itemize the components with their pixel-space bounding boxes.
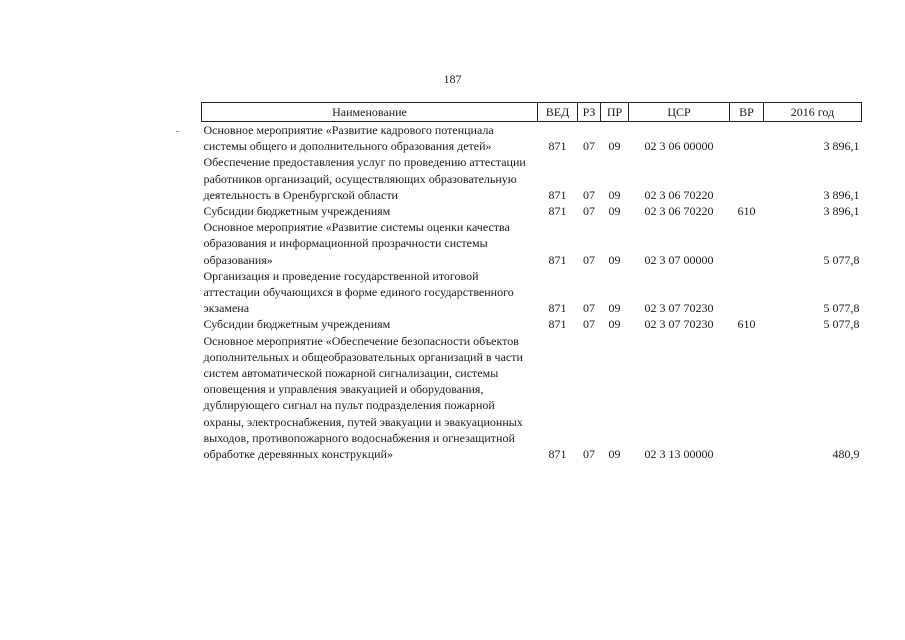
row-csr: 02 3 13 00000 (644, 447, 714, 462)
row-name: Субсидии бюджетным учреждениям (203, 317, 391, 332)
table-row (202, 154, 862, 203)
table-row (202, 203, 862, 219)
row-name: Основное мероприятие «Развитие кадрового потенциала системы общего и дополнительного образования детей» (203, 123, 494, 154)
row-vr (730, 122, 764, 155)
row-vr (730, 333, 764, 463)
row-ved: 871 (548, 204, 567, 219)
row-csr: 02 3 06 00000 (644, 139, 714, 154)
row-pr: 09 (608, 187, 621, 202)
row-ved: 871 (548, 301, 567, 316)
row-amount: 480,9 (832, 447, 860, 462)
row-rz: 07 (583, 204, 595, 219)
row-ved: 871 (548, 139, 567, 154)
table-row (202, 122, 862, 155)
row-ved: 871 (548, 317, 567, 332)
row-rz: 07 (583, 317, 595, 332)
row-rz: 07 (583, 187, 595, 202)
row-vr (730, 219, 764, 268)
row-vr: 610 (737, 204, 756, 219)
table-row (202, 316, 862, 332)
row-name: Обеспечение предоставления услуг по проведению аттестации работников организаций, осуществляющих образовательную деятельность в Оренбургской области (203, 155, 526, 202)
row-csr: 02 3 06 70220 (644, 187, 714, 202)
table-row (202, 219, 862, 268)
row-rz: 07 (583, 301, 595, 316)
page-number: 187 (443, 72, 462, 86)
header-rz: РЗ (578, 103, 601, 122)
row-csr: 02 3 07 00000 (644, 252, 714, 267)
margin-mark (176, 131, 179, 132)
row-amount: 3 896,1 (823, 204, 860, 219)
row-pr: 09 (608, 252, 621, 267)
row-amount: 5 077,8 (823, 317, 860, 332)
row-amount: 5 077,8 (823, 301, 860, 316)
row-amount: 3 896,1 (823, 187, 860, 202)
row-pr: 09 (608, 447, 621, 462)
header-year: 2016 год (764, 103, 862, 122)
row-vr (730, 154, 764, 203)
row-pr: 09 (608, 204, 621, 219)
row-csr: 02 3 06 70220 (644, 204, 714, 219)
header-ved: ВЕД (538, 103, 578, 122)
table-row (202, 333, 862, 463)
row-ved: 871 (548, 187, 567, 202)
header-vr: ВР (730, 103, 764, 122)
header-name: Наименование (202, 103, 538, 122)
row-rz: 07 (583, 447, 595, 462)
row-ved: 871 (548, 447, 567, 462)
row-name: Субсидии бюджетным учреждениям (203, 204, 391, 219)
row-vr (730, 268, 764, 317)
table-header-row (202, 103, 862, 122)
row-pr: 09 (608, 317, 621, 332)
row-csr: 02 3 07 70230 (644, 317, 714, 332)
row-amount: 3 896,1 (823, 139, 860, 154)
table-row (202, 268, 862, 317)
row-name: Организация и проведение государственной итоговой аттестации обучающихся в форме единого государственного экзамена (203, 268, 514, 316)
row-pr: 09 (608, 139, 621, 154)
row-csr: 02 3 07 70230 (644, 301, 714, 316)
row-rz: 07 (583, 139, 595, 154)
row-vr: 610 (737, 317, 756, 332)
row-name: Основное мероприятие «Развитие системы оценки качества образования и информационной прозрачности системы образования» (203, 220, 510, 267)
row-name: Основное мероприятие «Обеспечение безопасности объектов дополнительных и общеобразовательных организаций в части систем автоматической пожарной сигнализации, системы оповещения и управления эвакуацией и оборудования, дублирующего сигнал на пульт подразделения пожарной охраны, электроснабжения, путей эвакуации и эвакуационных выходов, противопожарного водоснабжения и огнезащитной обработке деревянных конструкций» (203, 333, 523, 462)
row-pr: 09 (608, 301, 621, 316)
row-ved: 871 (548, 252, 567, 267)
header-csr: ЦСР (629, 103, 730, 122)
row-amount: 5 077,8 (823, 252, 860, 267)
header-pr: ПР (601, 103, 629, 122)
row-rz: 07 (583, 252, 595, 267)
budget-table (201, 102, 862, 462)
